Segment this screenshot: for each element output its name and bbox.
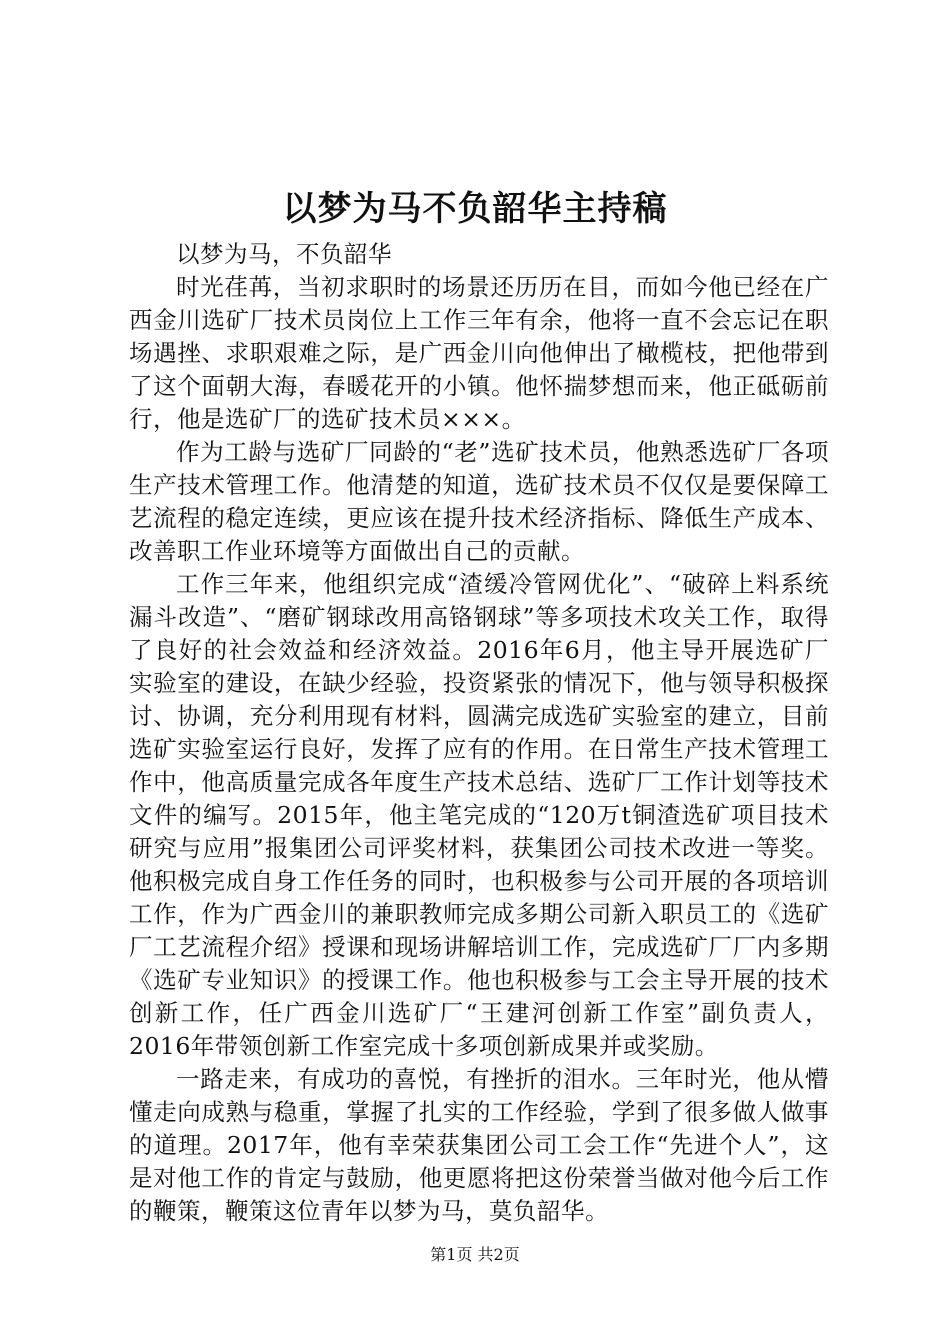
page-number-footer: 第1页 共2页 (430, 1245, 520, 1264)
paragraph-role: 作为工龄与选矿厂同龄的“老”选矿技术员，他熟悉选矿厂各项生产技术管理工作。他清楚的知道，选矿技术员不仅仅是要保障工艺流程的稳定连续，更应该在提升技术经济指标、降低生产成本、改善职工作业环境等方面做出自己的贡献。 (129, 438, 829, 565)
paragraph-intro: 时光荏苒，当初求职时的场景还历历在目，而如今他已经在广西金川选矿厂技术员岗位上工作三年有余，他将一直不会忘记在职场遇挫、求职艰难之际，是广西金川向他伸出了橄榄枝，把他带到了这个面朝大海，春暖花开的小镇。他怀揣梦想而来，他正砥砺前行，他是选矿厂的选矿技术员×××。 (129, 273, 829, 433)
document-body (129, 238, 829, 1228)
paragraph-achievements: 工作三年来，他组织完成“渣缓冷管网优化”、“破碎上料系统漏斗改造”、“磨矿钢球改用高铬钢球”等多项技术攻关工作，取得了良好的社会效益和经济效益。2016年6月，他主导开展选矿厂实验室的建设，在缺少经验，投资紧张的情况下，他与领导积极探讨、协调，充分利用现有材料，圆满完成选矿实验室的建立，目前选矿实验室运行良好，发挥了应有的作用。在日常生产技术管理工作中，他高质量完成各年度生产技术总结、选矿厂工作计划等技术文件的编写。2015年，他主笔完成的“120万t铜渣选矿项目技术研究与应用”报集团公司评奖材料，获集团公司技术改进一等奖。他积极完成自身工作任务的同时，也积极参与公司开展的各项培训工作，作为广西金川的兼职教师完成多期公司新入职员工的《选矿厂工艺流程介绍》授课和现场讲解培训工作，完成选矿厂厂内多期《选矿专业知识》的授课工作。他也积极参与工会主导开展的技术创新工作，任广西金川选矿厂“王建河创新工作室”副负责人，2016年带领创新工作室完成十多项创新成果并或奖励。 (129, 570, 829, 1060)
paragraph-conclusion: 一路走来，有成功的喜悦，有挫折的泪水。三年时光，他从懵懂走向成熟与稳重，掌握了扎实的工作经验，学到了很多做人做事的道理。2017年，他有幸荣获集团公司工会工作“先进个人”，这是对他工作的肯定与鼓励，他更愿将把这份荣誉当做对他今后工作的鞭策，鞭策这位青年以梦为马，莫负韶华。 (129, 1065, 829, 1225)
paragraph-subtitle: 以梦为马，不负韶华 (176, 240, 392, 268)
document-title: 以梦为马不负韶华主持稿 (282, 189, 668, 229)
